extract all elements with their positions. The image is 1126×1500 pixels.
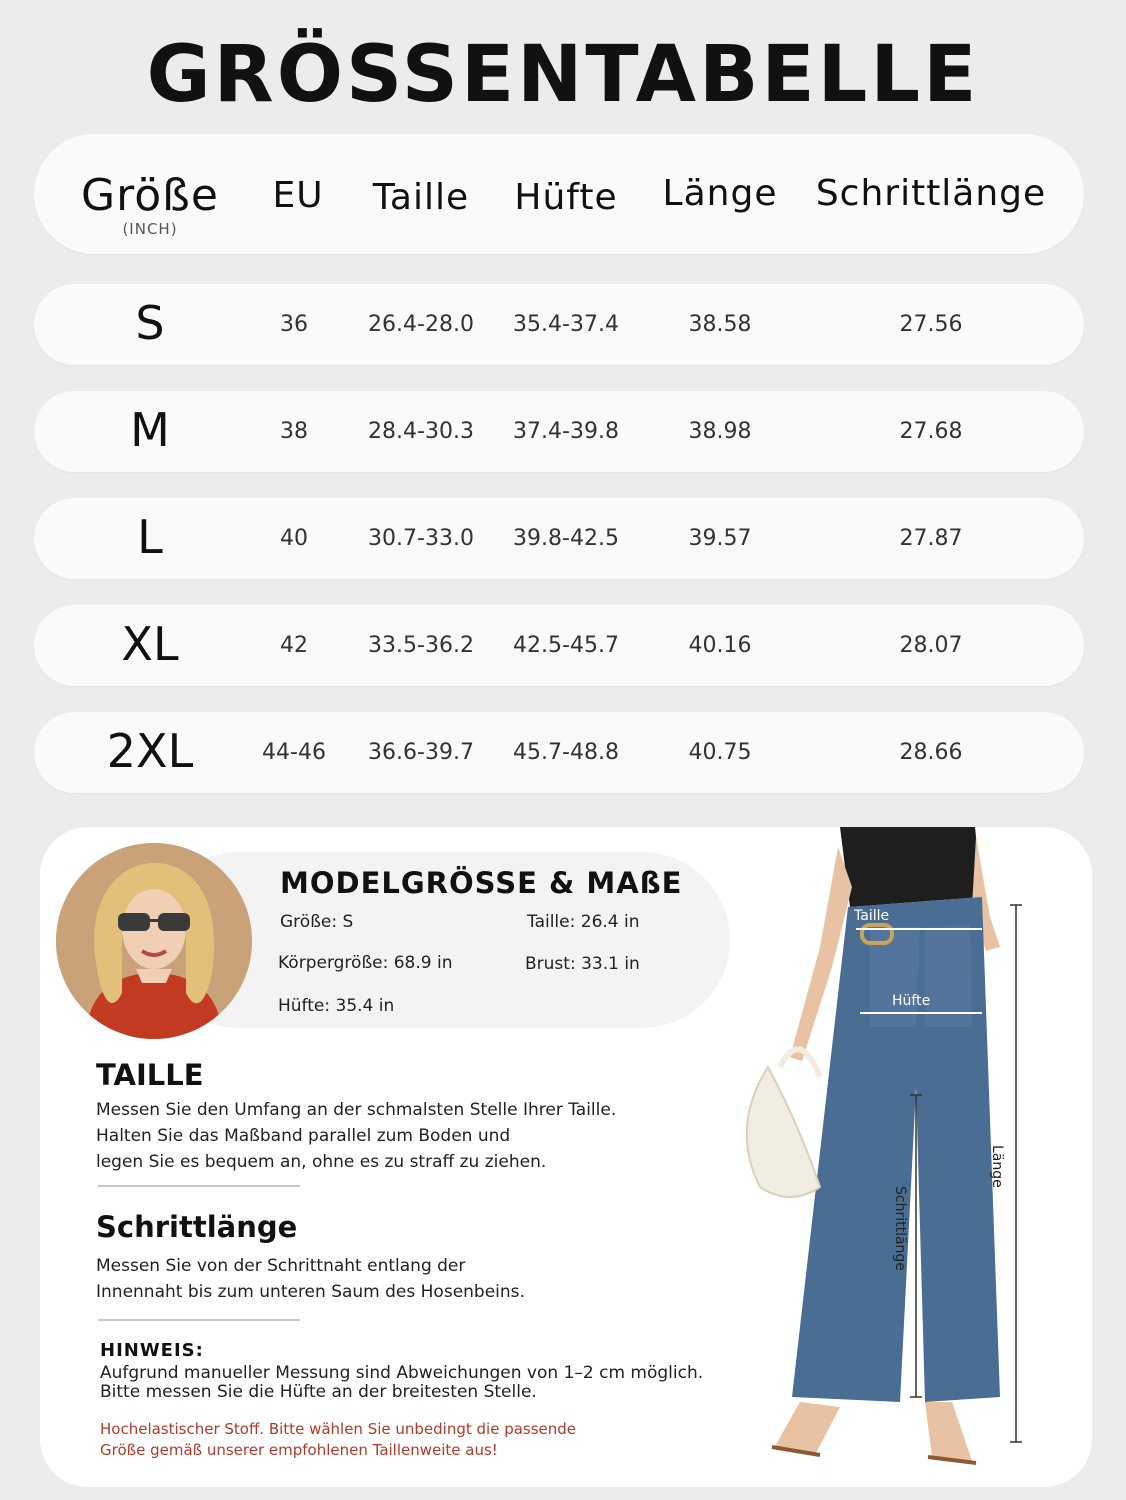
row-waist: 26.4-28.0 (368, 312, 474, 337)
model-size: Größe: S (280, 912, 354, 932)
model-height: Körpergröße: 68.9 in (278, 953, 453, 973)
note-title: HINWEIS: (100, 1340, 204, 1361)
divider (98, 1319, 300, 1321)
row-hip: 35.4-37.4 (513, 312, 619, 337)
row-waist: 33.5-36.2 (368, 633, 474, 658)
text-line: legen Sie es bequem an, ohne es zu straff zu ziehen. (96, 1152, 547, 1172)
figure-hip-label: Hüfte (892, 993, 931, 1009)
row-eu: 42 (280, 633, 308, 658)
figure-waist-label: Taille (854, 908, 890, 924)
page-title: GRÖSSENTABELLE (146, 30, 980, 120)
row-inseam: 28.66 (899, 740, 963, 765)
row-eu: 44-46 (262, 740, 326, 765)
figure-length-label: Länge (989, 1145, 1005, 1188)
text-line: Messen Sie den Umfang an der schmalsten Stelle Ihrer Taille. (96, 1100, 617, 1120)
row-hip: 39.8-42.5 (513, 526, 619, 551)
header-eu: EU (272, 175, 324, 216)
row-inseam: 27.68 (899, 419, 963, 444)
section-waist-title: TAILLE (96, 1058, 204, 1092)
row-length: 40.75 (688, 740, 752, 765)
text-line: Bitte messen Sie die Hüfte an der breitesten Stelle. (100, 1382, 537, 1402)
header-size: Größe (81, 170, 219, 221)
section-inseam-title: Schrittlänge (96, 1210, 298, 1244)
row-length: 38.58 (688, 312, 752, 337)
model-bust: Brust: 33.1 in (525, 954, 640, 974)
header-hip: Hüfte (514, 177, 618, 218)
section-inseam-text (96, 1253, 736, 1305)
text-line: Aufgrund manueller Messung sind Abweichungen von 1–2 cm möglich. (100, 1363, 704, 1383)
row-hip: 45.7-48.8 (513, 740, 619, 765)
header-inseam: Schrittlänge (815, 173, 1047, 214)
row-eu: 36 (280, 312, 308, 337)
text-line: Messen Sie von der Schrittnaht entlang der (96, 1256, 466, 1276)
row-inseam: 27.56 (899, 312, 963, 337)
header-waist: Taille (372, 177, 470, 218)
row-size: S (135, 296, 165, 350)
model-waist: Taille: 26.4 in (527, 912, 640, 932)
row-hip: 37.4-39.8 (513, 419, 619, 444)
row-eu: 38 (280, 419, 308, 444)
model-avatar (56, 843, 252, 1039)
text-line: Hochelastischer Stoff. Bitte wählen Sie unbedingt die passende (100, 1420, 577, 1438)
text-line: Größe gemäß unserer empfohlenen Taillenweite aus! (100, 1441, 498, 1459)
section-waist-text (96, 1097, 736, 1175)
row-size: M (130, 403, 170, 457)
row-length: 39.57 (688, 526, 752, 551)
row-inseam: 28.07 (899, 633, 963, 658)
header-length: Länge (662, 173, 778, 214)
note-text (100, 1364, 703, 1402)
model-title: MODELGRÖSSE & MAßE (280, 866, 683, 900)
row-length: 40.16 (688, 633, 752, 658)
figure-inseam-label: Schrittlänge (892, 1186, 908, 1271)
header-size-unit: (INCH) (122, 220, 178, 238)
divider (98, 1185, 300, 1187)
jeans-model-figure (720, 827, 1060, 1487)
row-length: 38.98 (688, 419, 752, 444)
row-size: 2XL (106, 724, 194, 778)
row-hip: 42.5-45.7 (513, 633, 619, 658)
row-eu: 40 (280, 526, 308, 551)
row-waist: 36.6-39.7 (368, 740, 474, 765)
row-inseam: 27.87 (899, 526, 963, 551)
row-size: XL (121, 617, 179, 671)
row-waist: 28.4-30.3 (368, 419, 474, 444)
fabric-warning (100, 1419, 576, 1461)
row-waist: 30.7-33.0 (368, 526, 474, 551)
text-line: Halten Sie das Maßband parallel zum Boden und (96, 1126, 511, 1146)
text-line: Innennaht bis zum unteren Saum des Hosenbeins. (96, 1282, 525, 1302)
row-size: L (137, 510, 163, 564)
model-hip: Hüfte: 35.4 in (278, 996, 395, 1016)
